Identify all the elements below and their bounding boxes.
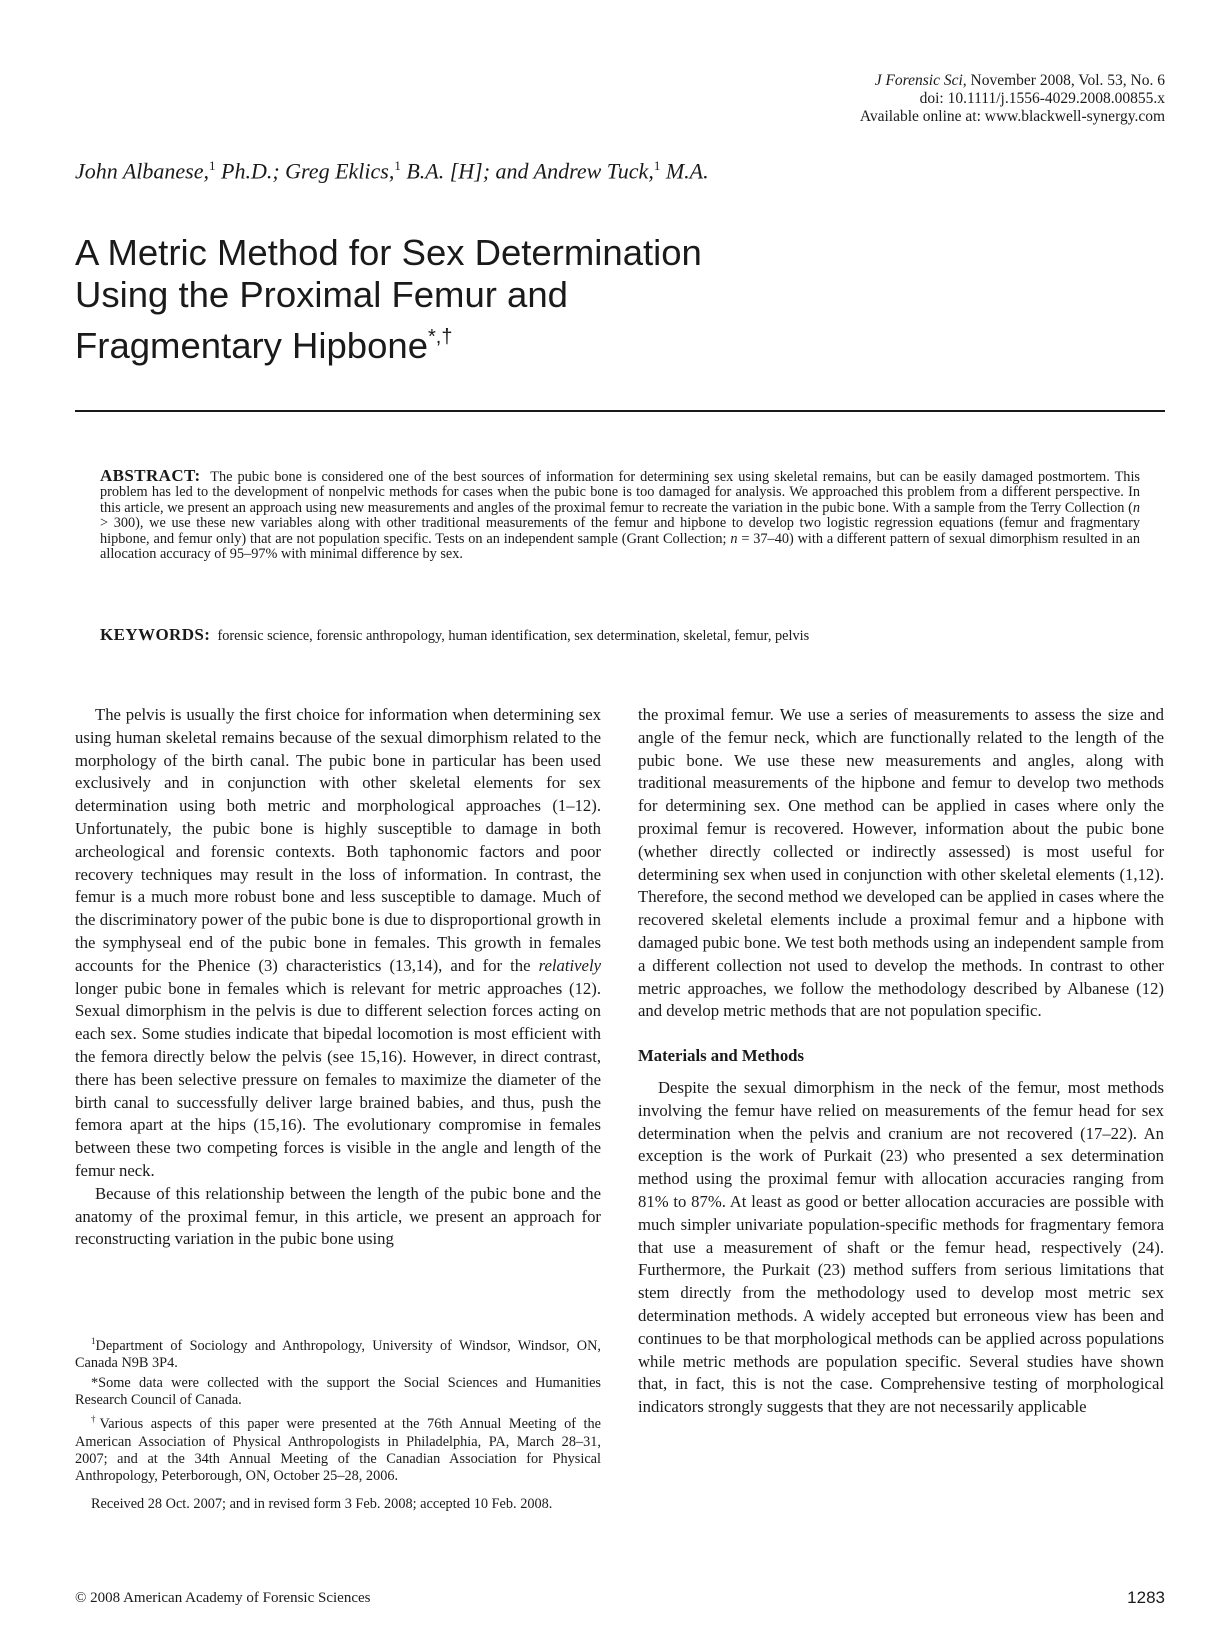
- paper-title: [75, 232, 875, 367]
- body-text: longer pubic bone in females which is relevant for metric approaches (12). Sexual dimorphism in the pelvis is due to different selection forces acting on each sex. Some studies indicate that bipedal locomotion is most efficient with the femora directly below the pelvis (see 15,16). However, in direct contrast, there has been selective pressure on females to maximize the diameter of the birth canal to successfully deliver large brained babies, and thus, push the femora apart at the hips (15,16). The evolutionary compromise in females between these two competing forces is visible in the angle and length of the femur neck.: [75, 978, 601, 1180]
- footnote-text: Department of Sociology and Anthropology, University of Windsor, Windsor, ON, Canada N9B 3P4.: [75, 1337, 601, 1372]
- footnote-text: Various aspects of this paper were presented at the 76th Annual Meeting of the American Association of Physical Anthropologists in Philadelphia, PA, March 28–31, 2007; and at the 34th Annual Meeting of the Canadian Association for Physical Anthropology, Peterborough, ON, October 25–28, 2006.: [75, 1416, 602, 1485]
- page-number: 1283: [1127, 1588, 1165, 1607]
- journal-details: November 2008, Vol. 53, No. 6: [966, 72, 1165, 89]
- author-3: B.A. [H]; and Andrew Tuck,: [400, 158, 654, 184]
- keywords: [100, 626, 1140, 645]
- body-text: The pelvis is usually the first choice for information when determining sex using human skeletal remains because of the sexual dimorphism related to the morphology of the birth canal. The pubic bone in particular has been used exclusively and in conjunction with other skeletal elements for sex determination using both metric and morphological approaches (1–12). Unfortunately, the pubic bone is highly susceptible to damage in both archeological and forensic contexts. Both taphonomic factors and poor recovery techniques may result in the loss of information. In contrast, the femur is a much more robust bone and less susceptible to damage. Much of the discriminatory power of the pubic bone is due to disproportional growth in the symphyseal end of the pubic bone in females. This growth in females accounts for the Phenice (3) characteristics (13,14), and for the: [75, 705, 601, 975]
- author-2: Ph.D.; Greg Eklics,: [215, 158, 395, 184]
- abstract-text: The pubic bone is considered one of the best sources of information for determining sex using skeletal remains, but can be easily damaged postmortem. This problem has led to the development of nonpelvic methods for cases when the pubic bone is too damaged for analysis. We approached this problem from a different perspective. In this article, we present an approach using new measurements and angles of the proximal femur to recreate the variation in the pubic bone. With a sample from the Terry Collection (: [100, 469, 1140, 516]
- title-footnote-marks: *,†: [428, 326, 453, 348]
- body-paragraph: Despite the sexual dimorphism in the neck of the femur, most methods involving the femur have relied on measurements of the femur head for sex determination when the pelvis and cranium are not recovered (17–22). An exception is the work of Purkait (23) who presented a sex determination method using the proximal femur with allocation accuracies ranging from 81% to 87%. At least as good or better allocation accuracies are possible with much simpler univariate population-specific methods for fragmentary femora that use a measurement of shaft or the femur head, respectively (24). Furthermore, the Purkait (23) method suffers from serious limitations that stem directly from the methodology used to develop most metric sex determination methods. A widely accepted but erroneous view has been and continues to be that morphological methods can be applied across populations while metric methods are population specific. Several studies have shown that, in fact, this is not the case. Comprehensive testing of morphological indicators strongly suggests that they are not necessarily applicable: [638, 1077, 1164, 1417]
- body-paragraph: [75, 704, 601, 1183]
- abstract-n-symbol: n: [1132, 499, 1140, 516]
- abstract-text: > 300), we use these new variables along with other traditional measurements of the femur and hipbone to develop two logistic regression equations (femur and fragmentary hipbone, and femur only) that are not population specific. Tests on an independent sample (Grant Collection;: [100, 515, 1140, 547]
- footnote-presentation: [75, 1411, 601, 1485]
- title-divider: [75, 410, 1165, 412]
- footnote-mark: 1: [91, 1336, 96, 1346]
- abstract-label: ABSTRACT:: [100, 466, 201, 485]
- availability-line: Available online at: www.blackwell-synergy.com: [859, 108, 1165, 125]
- journal-header: [645, 72, 1165, 126]
- body-column-left: [75, 704, 601, 1251]
- body-paragraph: the proximal femur. We use a series of measurements to assess the size and angle of the femur neck, which are functionally related to the length of the pubic bone. We use these new measurements and angles, along with traditional measurements of the hipbone and femur to develop two methods for determining sex. One method can be applied in cases where only the proximal femur is recovered. However, information about the pubic bone (whether directly collected or indirectly assessed) is most useful for determining sex when used in conjunction with other skeletal elements (1,12). Therefore, the second method we developed can be applied in cases where the recovered skeletal elements include a proximal femur and a hipbone with damaged pubic bone. We test both methods using an independent sample from a different collection not used to develop the methods. In contrast to other metric approaches, we follow the methodology described by Albanese (12) and develop metric methods that are not population specific.: [638, 705, 1164, 1021]
- abstract: [100, 468, 1140, 562]
- body-column-right: [638, 704, 1164, 1419]
- author-3-degree: M.A.: [660, 158, 709, 184]
- journal-name: J Forensic Sci,: [874, 72, 967, 89]
- affiliation-mark: 1: [209, 158, 216, 173]
- title-line-3: [75, 316, 875, 367]
- author-list: [75, 158, 709, 184]
- journal-citation: [645, 72, 1165, 90]
- affiliation-mark: 1: [653, 158, 661, 173]
- footnote-mark: †: [91, 1414, 100, 1425]
- title-line-2: Using the Proximal Femur and: [75, 274, 568, 315]
- body-paragraph: Because of this relationship between the length of the pubic bone and the anatomy of the proximal femur, in this article, we present an approach for reconstructing variation in the pubic bone using: [75, 1183, 601, 1249]
- footnotes: [75, 1333, 601, 1513]
- keywords-text: forensic science, forensic anthropology, human identification, sex determination, skeletal, femur, pelvis: [217, 628, 810, 644]
- doi-line: doi: 10.1111/j.1556-4029.2008.00855.x: [919, 90, 1165, 107]
- title-line-3-text: Fragmentary Hipbone: [75, 325, 429, 366]
- footnote-affiliation: [75, 1333, 601, 1373]
- copyright-notice: © 2008 American Academy of Forensic Sciences: [75, 1590, 371, 1606]
- received-dates: Received 28 Oct. 2007; and in revised form 3 Feb. 2008; accepted 10 Feb. 2008.: [91, 1495, 553, 1512]
- keywords-label: KEYWORDS:: [100, 625, 211, 644]
- title-line-1: A Metric Method for Sex Determination: [75, 232, 702, 273]
- author-1: John Albanese,: [75, 158, 210, 184]
- section-heading: Materials and Methods: [638, 1046, 804, 1066]
- body-emphasis: relatively: [538, 955, 601, 975]
- abstract-text: = 37–40) with a different pattern of sexual dimorphism resulted in an allocation accuracy of 95–97% with minimal difference by sex.: [100, 530, 1141, 563]
- affiliation-mark: 1: [394, 158, 401, 173]
- abstract-n-symbol: n: [730, 530, 738, 547]
- footnote-funding: *Some data were collected with the support the Social Sciences and Humanities Research Council of Canada.: [75, 1374, 601, 1408]
